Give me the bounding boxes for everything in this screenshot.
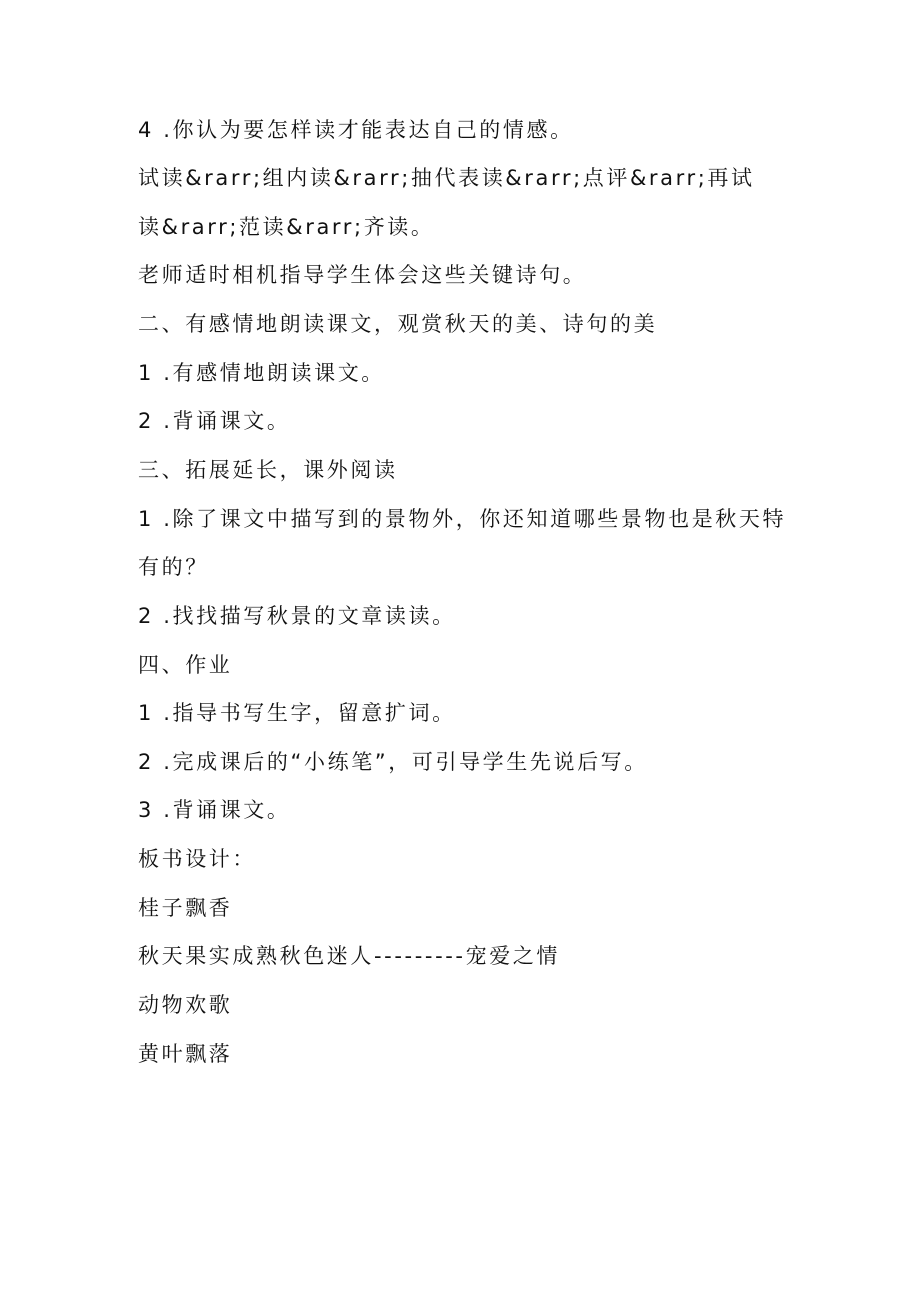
text-line: 读&rarr;范读&rarr;齐读。 bbox=[138, 215, 435, 239]
text-line: 2 .找找描写秋景的文章读读。 bbox=[138, 604, 456, 628]
board-design-heading: 板书设计： bbox=[138, 847, 256, 871]
section-heading: 三、拓展延长，课外阅读 bbox=[138, 458, 398, 482]
section-heading: 四、作业 bbox=[138, 653, 233, 677]
text-line: 3 .背诵课文。 bbox=[138, 798, 291, 822]
text-line: 1 .除了课文中描写到的景物外，你还知道哪些景物也是秋天特 bbox=[138, 507, 787, 531]
board-line: 动物欢歌 bbox=[138, 993, 233, 1017]
text-line: 试读&rarr;组内读&rarr;抽代表读&rarr;点评&rarr;再试 bbox=[138, 166, 755, 190]
text-line: 4 .你认为要怎样读才能表达自己的情感。 bbox=[138, 118, 574, 142]
text-line: 1 .指导书写生字，留意扩词。 bbox=[138, 701, 456, 725]
board-line: 桂子飘香 bbox=[138, 896, 233, 920]
section-heading: 二、有感情地朗读课文，观赏秋天的美、诗句的美 bbox=[138, 312, 658, 336]
text-line: 2 .背诵课文。 bbox=[138, 409, 291, 433]
text-line: 有的？ bbox=[138, 555, 209, 579]
board-line: 黄叶飘落 bbox=[138, 1042, 233, 1066]
board-line: 秋天果实成熟秋色迷人---------宠爱之情 bbox=[138, 944, 560, 968]
text-line: 老师适时相机指导学生体会这些关键诗句。 bbox=[138, 263, 587, 287]
text-line: 1 .有感情地朗读课文。 bbox=[138, 361, 385, 385]
text-line: 2 .完成课后的“小练笔”，可引导学生先说后写。 bbox=[138, 750, 648, 774]
